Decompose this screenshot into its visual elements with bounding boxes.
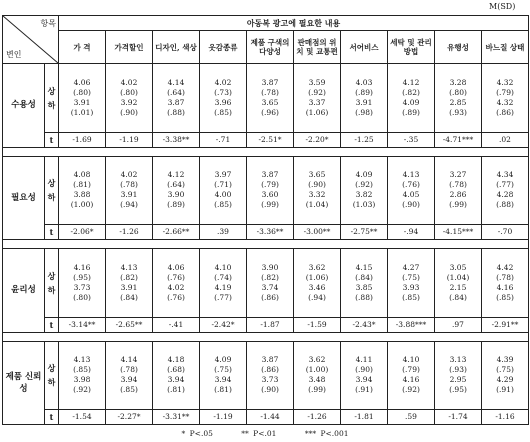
low-sd: (.84) (449, 292, 467, 302)
corner-variable-label: 변인 (6, 50, 22, 59)
t-value: -3.14** (59, 317, 106, 332)
high-mean: 4.06 (167, 262, 185, 272)
t-value: -.94 (388, 225, 435, 240)
high-sd: (.71) (214, 180, 232, 190)
high-mean: 4.09 (214, 355, 232, 365)
t-value: -4.15*** (435, 225, 482, 240)
high-sd: (.73) (214, 87, 232, 97)
high-mean: 4.13 (120, 262, 138, 272)
low-sd: (.90) (120, 107, 138, 117)
high-mean: 3.05 (449, 262, 467, 272)
high-sd: (.81) (73, 180, 91, 190)
low-sd: (.92) (73, 385, 91, 395)
variable-name: 수용성 (3, 64, 45, 148)
low-mean: 4.29 (496, 375, 514, 385)
low-sd: (.89) (167, 200, 185, 210)
high-sd: (.78) (496, 272, 514, 282)
low-sd: (.99) (261, 200, 279, 210)
high-mean: 4.02 (214, 77, 232, 87)
high-mean: 4.09 (355, 170, 373, 180)
variable-name: 필요성 (3, 156, 45, 240)
low-sd: (.89) (402, 107, 420, 117)
high-mean: 4.39 (496, 355, 514, 365)
low-sd: (.98) (355, 107, 373, 117)
stat-cell (106, 249, 153, 318)
group-level-labels (45, 249, 59, 318)
high-sd: (.79) (402, 365, 420, 375)
low-sd: (.91) (355, 385, 373, 395)
high-mean: 3.90 (261, 262, 279, 272)
t-value: -.70 (482, 225, 529, 240)
low-mean: 3.98 (73, 375, 91, 385)
high-mean: 4.14 (167, 77, 185, 87)
low-mean: 3.91 (120, 190, 138, 200)
stat-cell (482, 341, 529, 410)
section-header: 아동복 광고에 필요한 내용 (59, 16, 529, 31)
low-mean: 3.92 (120, 97, 138, 107)
low-mean: 3.88 (73, 190, 91, 200)
high-mean: 3.87 (261, 77, 279, 87)
column-header: 가 격 (59, 31, 106, 64)
low-mean: 3.82 (355, 190, 373, 200)
low-sd: (.81) (167, 385, 185, 395)
high-sd: (1.04) (446, 272, 470, 282)
stat-cell (388, 156, 435, 225)
low-sd: (.86) (261, 292, 279, 302)
stat-cell (200, 64, 247, 133)
column-header: 서어비스 (341, 31, 388, 64)
high-mean: 3.87 (261, 355, 279, 365)
t-value: -2.20* (294, 132, 341, 147)
stat-cell (153, 249, 200, 318)
t-value: -1.69 (59, 132, 106, 147)
low-sd: (1.04) (305, 200, 329, 210)
stat-cell (59, 156, 106, 225)
t-value: -2.43* (341, 317, 388, 332)
t-value: -.71 (200, 132, 247, 147)
low-sd: (.76) (167, 292, 185, 302)
high-mean: 4.18 (167, 355, 185, 365)
footnote-p001: *** P<.001 (304, 429, 349, 438)
unit-label: M(SD) (489, 2, 516, 11)
low-group-label: 하 (47, 377, 56, 388)
low-sd: (.91) (496, 385, 514, 395)
low-mean: 4.05 (402, 190, 420, 200)
high-mean: 3.62 (308, 355, 326, 365)
high-mean: 4.16 (73, 262, 91, 272)
t-label: t (45, 410, 59, 425)
stat-cell (341, 156, 388, 225)
low-sd: (.81) (214, 385, 232, 395)
low-mean: 4.19 (214, 282, 232, 292)
stat-cell (388, 64, 435, 133)
low-mean: 3.65 (261, 97, 279, 107)
low-sd: (1.01) (70, 107, 94, 117)
t-value: -1.54 (59, 410, 106, 425)
footnote-p05: * P<.05 (181, 429, 213, 438)
low-sd: (.84) (120, 292, 138, 302)
high-sd: (.82) (261, 272, 279, 282)
high-group-label: 상 (47, 270, 56, 281)
high-sd: (.76) (402, 180, 420, 190)
variable-name: 제품 신뢰성 (3, 341, 45, 425)
stat-cell (388, 341, 435, 410)
low-mean: 3.32 (308, 190, 326, 200)
high-sd: (.80) (449, 87, 467, 97)
low-sd: (1.00) (70, 200, 94, 210)
low-sd: (.96) (261, 107, 279, 117)
stat-cell (435, 156, 482, 225)
low-sd: (.85) (496, 292, 514, 302)
t-value: -1.26 (106, 225, 153, 240)
low-mean: 3.93 (402, 282, 420, 292)
low-sd: (.88) (355, 292, 373, 302)
low-sd: (.99) (308, 385, 326, 395)
low-mean: 4.00 (214, 190, 232, 200)
low-sd: (.95) (449, 385, 467, 395)
low-mean: 4.28 (496, 190, 514, 200)
t-value: -1.16 (482, 410, 529, 425)
t-value: -2.42* (200, 317, 247, 332)
stat-cell (482, 156, 529, 225)
low-mean: 3.94 (120, 375, 138, 385)
high-mean: 4.12 (402, 77, 420, 87)
low-sd: (.93) (449, 107, 467, 117)
low-group-label: 하 (47, 284, 56, 295)
high-mean: 3.97 (214, 170, 232, 180)
stat-cell (294, 341, 341, 410)
group-spacer (3, 240, 529, 249)
results-table (2, 15, 529, 425)
high-mean: 4.10 (402, 355, 420, 365)
t-value: -.35 (388, 132, 435, 147)
high-mean: 3.27 (449, 170, 467, 180)
t-value: -1.19 (106, 132, 153, 147)
column-header: 디자인, 색상 (153, 31, 200, 64)
low-mean: 3.94 (355, 375, 373, 385)
column-header: 옷감종류 (200, 31, 247, 64)
high-sd: (.80) (120, 87, 138, 97)
low-mean: 3.87 (167, 97, 185, 107)
high-sd: (.79) (496, 87, 514, 97)
t-value: -3.00** (294, 225, 341, 240)
group-spacer-cell (3, 147, 529, 156)
stat-cell (388, 249, 435, 318)
group-spacer-cell (3, 332, 529, 341)
high-mean: 3.59 (308, 77, 326, 87)
low-group-label: 하 (47, 192, 56, 203)
high-mean: 3.62 (308, 262, 326, 272)
stat-cell (153, 341, 200, 410)
high-sd: (.74) (214, 272, 232, 282)
low-sd: (.85) (214, 107, 232, 117)
low-sd: (.94) (308, 292, 326, 302)
group-level-labels (45, 156, 59, 225)
group-level-labels (45, 64, 59, 133)
low-sd: (.99) (449, 200, 467, 210)
high-mean: 4.14 (120, 355, 138, 365)
high-sd: (1.00) (305, 365, 329, 375)
high-mean: 3.28 (449, 77, 467, 87)
low-mean: 4.09 (402, 97, 420, 107)
low-mean: 3.94 (167, 375, 185, 385)
high-sd: (.90) (308, 180, 326, 190)
low-mean: 3.74 (261, 282, 279, 292)
high-group-label: 상 (47, 178, 56, 189)
high-sd: (.78) (261, 87, 279, 97)
stat-cell (435, 341, 482, 410)
t-value: .02 (482, 132, 529, 147)
high-sd: (.75) (214, 365, 232, 375)
high-mean: 4.13 (73, 355, 91, 365)
high-sd: (.85) (73, 365, 91, 375)
low-mean: 2.86 (449, 190, 467, 200)
stat-cell (59, 341, 106, 410)
high-sd: (.82) (120, 272, 138, 282)
low-mean: 3.91 (355, 97, 373, 107)
stat-cell (482, 249, 529, 318)
column-header: 바느질 상태 (482, 31, 529, 64)
column-header: 제품 구색의 다양성 (247, 31, 294, 64)
high-mean: 4.02 (120, 170, 138, 180)
t-value: .59 (388, 410, 435, 425)
t-value: -2.27* (106, 410, 153, 425)
high-mean: 4.08 (73, 170, 91, 180)
low-sd: (.86) (496, 107, 514, 117)
low-sd: (.92) (402, 385, 420, 395)
t-value: -3.38** (153, 132, 200, 147)
low-mean: 4.16 (496, 282, 514, 292)
low-sd: (.85) (120, 385, 138, 395)
stat-cell (200, 249, 247, 318)
stat-cell (294, 156, 341, 225)
high-mean: 4.13 (402, 170, 420, 180)
high-mean: 4.12 (167, 170, 185, 180)
low-mean: 3.46 (308, 282, 326, 292)
low-mean: 3.91 (120, 282, 138, 292)
low-sd: (1.03) (352, 200, 376, 210)
column-header: 판매점의 위치 및 교통편 (294, 31, 341, 64)
high-mean: 3.65 (308, 170, 326, 180)
stat-cell (153, 156, 200, 225)
high-sd: (.82) (402, 87, 420, 97)
low-mean: 3.85 (355, 282, 373, 292)
stat-cell (294, 249, 341, 318)
high-mean: 4.10 (214, 262, 232, 272)
low-sd: (.77) (214, 292, 232, 302)
high-sd: (.64) (167, 87, 185, 97)
t-value: -2.51* (247, 132, 294, 147)
high-sd: (.78) (120, 180, 138, 190)
group-spacer (3, 147, 529, 156)
group-spacer (3, 332, 529, 341)
high-sd: (.93) (449, 365, 467, 375)
t-value: -2.75** (341, 225, 388, 240)
t-row (3, 225, 529, 240)
high-sd: (.79) (261, 180, 279, 190)
stat-cell (247, 341, 294, 410)
t-value: .39 (200, 225, 247, 240)
stat-cell (294, 64, 341, 133)
high-sd: (.64) (167, 180, 185, 190)
variable-name: 윤리성 (3, 249, 45, 333)
footnote-p01: ** P<.01 (241, 429, 277, 438)
high-sd: (.86) (261, 365, 279, 375)
low-sd: (.88) (496, 200, 514, 210)
stat-cell (153, 64, 200, 133)
stat-cell (59, 249, 106, 318)
stat-cell (435, 64, 482, 133)
high-group-label: 상 (47, 85, 56, 96)
high-mean: 4.27 (402, 262, 420, 272)
low-mean: 3.94 (214, 375, 232, 385)
low-sd: (.85) (402, 292, 420, 302)
stat-cell (435, 249, 482, 318)
high-sd: (.84) (355, 272, 373, 282)
stat-cell (482, 64, 529, 133)
stat-cell (247, 156, 294, 225)
stat-cell (106, 64, 153, 133)
t-value: -2.66** (153, 225, 200, 240)
low-mean: 3.96 (214, 97, 232, 107)
t-value: -1.19 (200, 410, 247, 425)
t-row (3, 317, 529, 332)
low-mean: 3.73 (73, 282, 91, 292)
high-mean: 4.06 (73, 77, 91, 87)
low-mean: 4.02 (167, 282, 185, 292)
t-row (3, 410, 529, 425)
low-sd: (.88) (167, 107, 185, 117)
low-sd: (.80) (73, 292, 91, 302)
t-value: -1.44 (247, 410, 294, 425)
t-value: -2.65** (106, 317, 153, 332)
high-sd: (1.06) (305, 272, 329, 282)
low-mean: 4.32 (496, 97, 514, 107)
t-row (3, 132, 529, 147)
high-sd: (.90) (355, 365, 373, 375)
low-sd: (.85) (214, 200, 232, 210)
stat-cell (341, 341, 388, 410)
high-sd: (.68) (167, 365, 185, 375)
low-mean: 3.91 (73, 97, 91, 107)
high-mean: 3.13 (449, 355, 467, 365)
stat-cell (106, 341, 153, 410)
high-sd: (.76) (167, 272, 185, 282)
low-group-label: 하 (47, 99, 56, 110)
high-sd: (.78) (120, 365, 138, 375)
high-sd: (.89) (355, 87, 373, 97)
high-sd: (.78) (449, 180, 467, 190)
t-label: t (45, 317, 59, 332)
corner-item-label: 항목 (40, 19, 56, 28)
stat-cell (200, 156, 247, 225)
stat-cell (200, 341, 247, 410)
column-header: 세탁 및 관리방법 (388, 31, 435, 64)
high-sd: (.92) (355, 180, 373, 190)
high-sd: (.92) (308, 87, 326, 97)
low-mean: 3.60 (261, 190, 279, 200)
t-value: -3.31** (153, 410, 200, 425)
low-mean: 2.95 (449, 375, 467, 385)
high-group-label: 상 (47, 363, 56, 374)
t-value: -1.25 (341, 132, 388, 147)
high-mean: 4.32 (496, 77, 514, 87)
low-mean: 2.85 (449, 97, 467, 107)
group-spacer-cell (3, 240, 529, 249)
footnotes (0, 429, 530, 438)
low-mean: 3.37 (308, 97, 326, 107)
low-sd: (.94) (120, 200, 138, 210)
low-mean: 4.16 (402, 375, 420, 385)
high-mean: 4.03 (355, 77, 373, 87)
corner-header (3, 16, 59, 64)
high-sd: (.75) (496, 365, 514, 375)
low-mean: 2.15 (449, 282, 467, 292)
t-value: -1.74 (435, 410, 482, 425)
high-mean: 4.11 (355, 355, 373, 365)
t-value: -.41 (153, 317, 200, 332)
high-sd: (.77) (496, 180, 514, 190)
t-value: -2.06* (59, 225, 106, 240)
high-mean: 4.42 (496, 262, 514, 272)
stat-cell (341, 249, 388, 318)
t-value: -4.71*** (435, 132, 482, 147)
stat-cell (341, 64, 388, 133)
low-sd: (.90) (261, 385, 279, 395)
low-mean: 3.90 (167, 190, 185, 200)
high-sd: (.95) (73, 272, 91, 282)
high-mean: 4.02 (120, 77, 138, 87)
low-mean: 3.73 (261, 375, 279, 385)
high-mean: 3.87 (261, 170, 279, 180)
t-value: -1.87 (247, 317, 294, 332)
column-header: 가격할인 (106, 31, 153, 64)
t-value: -3.88*** (388, 317, 435, 332)
low-mean: 3.48 (308, 375, 326, 385)
t-value: -1.59 (294, 317, 341, 332)
high-sd: (.75) (402, 272, 420, 282)
high-sd: (.80) (73, 87, 91, 97)
t-value: -1.81 (341, 410, 388, 425)
t-label: t (45, 225, 59, 240)
low-sd: (.90) (402, 200, 420, 210)
stat-cell (59, 64, 106, 133)
low-sd: (1.06) (305, 107, 329, 117)
t-value: .97 (435, 317, 482, 332)
t-value: -2.91** (482, 317, 529, 332)
high-mean: 4.15 (355, 262, 373, 272)
t-label: t (45, 132, 59, 147)
t-value: -3.36** (247, 225, 294, 240)
stat-cell (247, 64, 294, 133)
stat-cell (106, 156, 153, 225)
high-mean: 4.34 (496, 170, 514, 180)
t-value: -1.26 (294, 410, 341, 425)
column-header: 유행성 (435, 31, 482, 64)
group-level-labels (45, 341, 59, 410)
stat-cell (247, 249, 294, 318)
